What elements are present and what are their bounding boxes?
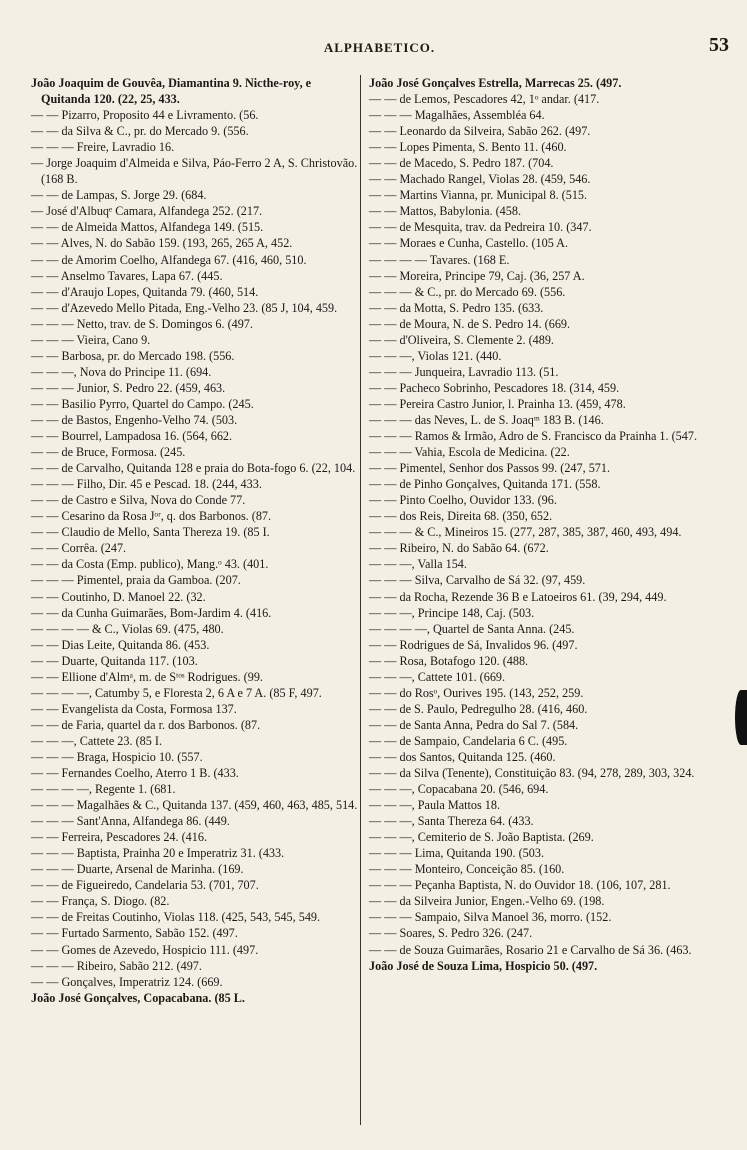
directory-entry: — — da Rocha, Rezende 36 B e Latoeiros 61. (39, 294, 449.: [369, 589, 667, 604]
directory-entry: — — dos Reis, Direita 68. (350, 652.: [369, 509, 553, 524]
directory-entry: — — Corrêa. (247.: [31, 541, 127, 556]
directory-entry: — — Martins Vianna, pr. Municipal 8. (515.: [369, 188, 588, 203]
directory-entry: — — de Almeida Mattos, Alfandega 149. (515.: [31, 220, 264, 235]
directory-entry: — — — Baptista, Prainha 20 e Imperatriz 31. (433.: [31, 846, 285, 861]
directory-entry: — — de Bruce, Formosa. (245.: [31, 445, 186, 460]
directory-entry: — — —, Principe 148, Caj. (503.: [369, 605, 535, 620]
right-column: [369, 75, 697, 974]
directory-entry: — — de Castro e Silva, Nova do Conde 77.: [31, 493, 246, 508]
directory-entry: — — — Lima, Quitanda 190. (503.: [369, 846, 544, 861]
directory-entry: — — d'Araujo Lopes, Quitanda 79. (460, 514.: [31, 284, 259, 299]
directory-entry: — — —, Valla 154.: [369, 557, 467, 572]
directory-entry: — — — Vieira, Cano 9.: [31, 332, 151, 347]
page-header: [30, 34, 729, 62]
directory-entry: — — Claudio de Mello, Santa Thereza 19. (85 I.: [31, 525, 270, 540]
directory-entry: — — d'Azevedo Mello Pitada, Eng.-Velho 23. (85 J, 104, 459.: [31, 300, 338, 315]
directory-entry: — — Alves, N. do Sabão 159. (193, 265, 265 A, 452.: [31, 236, 293, 251]
directory-entry: — — — Monteiro, Conceição 85. (160.: [369, 862, 565, 877]
directory-entry: — — de Pinho Gonçalves, Quitanda 171. (558.: [369, 477, 601, 492]
directory-entry: — — Moreira, Principe 79, Caj. (36, 257 A.: [369, 268, 585, 283]
directory-entry: — — — —, Regente 1. (681.: [31, 782, 176, 797]
directory-entry: — — Pizarro, Proposito 44 e Livramento. (56.: [31, 108, 259, 123]
directory-entry: — — dos Santos, Quitanda 125. (460.: [369, 749, 556, 764]
directory-entry: João Joaquim de Gouvêa, Diamantina 9. Nicthe-roy, e Quitanda 120. (22, 25, 433.: [31, 76, 312, 107]
directory-entry: — — de Figueiredo, Candelaria 53. (701, 707.: [31, 878, 259, 893]
directory-entry: — — Basilio Pyrro, Quartel do Campo. (245.: [31, 396, 254, 411]
directory-entry: — — da Costa (Emp. publico), Mang.ᵒ 43. (401.: [31, 557, 269, 572]
directory-entry: — — d'Oliveira, S. Clemente 2. (489.: [369, 332, 554, 347]
directory-entry: — — Anselmo Tavares, Lapa 67. (445.: [31, 268, 223, 283]
directory-entry: — — Ribeiro, N. do Sabão 64. (672.: [369, 541, 549, 556]
directory-entry: — — da Silva (Tenente), Constituição 83. (94, 278, 289, 303, 324.: [369, 766, 695, 781]
directory-entry: — — — Junior, S. Pedro 22. (459, 463.: [31, 380, 226, 395]
left-column: [31, 75, 359, 1006]
directory-entry: — — —, Santa Thereza 64. (433.: [369, 814, 534, 829]
directory-entry: — — — Pimentel, praia da Gamboa. (207.: [31, 573, 241, 588]
directory-entry: — — — Vahia, Escola de Medicina. (22.: [369, 445, 570, 460]
directory-entry: — — de Faria, quartel da r. dos Barbonos. (87.: [31, 717, 261, 732]
directory-entry: — — Rodrigues de Sá, Invalidos 96. (497.: [369, 637, 578, 652]
directory-entry: — — — —, Quartel de Santa Anna. (245.: [369, 621, 575, 636]
directory-entry: — Jorge Joaquim d'Almeida e Silva, Páo-Ferro 2 A, S. Christovão. (168 B.: [31, 156, 358, 187]
directory-entry: — — — Duarte, Arsenal de Marinha. (169.: [31, 862, 244, 877]
directory-entry: João José de Souza Lima, Hospicio 50. (497.: [369, 958, 598, 973]
directory-entry: — — da Silveira Junior, Engen.-Velho 69. (198.: [369, 894, 605, 909]
running-title: ALPHABETICO.: [323, 40, 436, 55]
directory-entry: — — — Junqueira, Lavradio 113. (51.: [369, 364, 559, 379]
directory-entry: — — Leonardo da Silveira, Sabão 262. (497.: [369, 124, 591, 139]
directory-entry: — — de Souza Guimarães, Rosario 21 e Carvalho de Sá 36. (463.: [369, 942, 692, 957]
directory-entry: — — de Santa Anna, Pedra do Sal 7. (584.: [369, 717, 579, 732]
directory-entry: — — Evangelista da Costa, Formosa 137.: [31, 701, 237, 716]
directory-entry: — — Fernandes Coelho, Aterro 1 B. (433.: [31, 766, 239, 781]
directory-entry: — — Cesarino da Rosa Jᵒʳ, q. dos Barbonos. (87.: [31, 509, 272, 524]
directory-entry: — — — das Neves, L. de S. Joaqᵐ 183 B. (146.: [369, 412, 604, 427]
directory-entry: — — — Filho, Dir. 45 e Pescad. 18. (244, 433.: [31, 477, 262, 492]
directory-entry: — — da Motta, S. Pedro 135. (633.: [369, 300, 544, 315]
directory-entry: — — Machado Rangel, Violas 28. (459, 546.: [369, 172, 591, 187]
directory-entry: — — — Ribeiro, Sabão 212. (497.: [31, 958, 202, 973]
directory-entry: — — —, Cemiterio de S. João Baptista. (269.: [369, 830, 594, 845]
directory-entry: — — — — Tavares. (168 E.: [369, 252, 510, 267]
directory-entry: — — Pimentel, Senhor dos Passos 99. (247, 571.: [369, 461, 611, 476]
directory-entry: — — Coutinho, D. Manoel 22. (32.: [31, 589, 206, 604]
directory-entry: — — — — & C., Violas 69. (475, 480.: [31, 621, 224, 636]
directory-entry: — — do Rosᵒ, Ourives 195. (143, 252, 259.: [369, 685, 584, 700]
directory-entry: — — — —, Catumby 5, e Floresta 2, 6 A e 7 A. (85 F, 497.: [31, 685, 322, 700]
directory-entry: — — —, Nova do Principe 11. (694.: [31, 364, 212, 379]
directory-entry: — — —, Cattete 101. (669.: [369, 669, 506, 684]
directory-entry: — — — Ramos & Irmão, Adro de S. Francisco da Prainha 1. (547.: [369, 429, 697, 444]
column-divider: [360, 75, 361, 1125]
directory-entry: — — Furtado Sarmento, Sabão 152. (497.: [31, 926, 238, 941]
directory-entry: — — — Magalhães, Assembléa 64.: [369, 108, 545, 123]
directory-entry: — — — & C., pr. do Mercado 69. (556.: [369, 284, 566, 299]
directory-entry: — — Ferreira, Pescadores 24. (416.: [31, 830, 207, 845]
directory-entry: — — Gonçalves, Imperatriz 124. (669.: [31, 974, 223, 989]
directory-entry: — — Moraes e Cunha, Castello. (105 A.: [369, 236, 569, 251]
directory-entry: — — de Macedo, S. Pedro 187. (704.: [369, 156, 554, 171]
directory-entry: João José Gonçalves Estrella, Marrecas 25. (497.: [369, 76, 622, 90]
directory-entry: — — Pacheco Sobrinho, Pescadores 18. (314, 459.: [369, 380, 620, 395]
directory-entry: — — —, Copacabana 20. (546, 694.: [369, 782, 549, 797]
directory-entry: — — Ellione d'Almᵃ, m. de Sᵗᵒˢ Rodrigues. (99.: [31, 669, 263, 684]
ink-stain: [735, 690, 747, 745]
directory-entry: João José Gonçalves, Copacabana. (85 L.: [31, 990, 245, 1005]
directory-entry: — — da Cunha Guimarães, Bom-Jardim 4. (416.: [31, 605, 272, 620]
directory-entry: — — Bourrel, Lampadosa 16. (564, 662.: [31, 429, 233, 444]
directory-entry: — — — Netto, trav. de S. Domingos 6. (497.: [31, 316, 253, 331]
directory-entry: — — de Mesquita, trav. da Pedreira 10. (347.: [369, 220, 592, 235]
directory-entry: — — de Amorim Coelho, Alfandega 67. (416, 460, 510.: [31, 252, 307, 267]
directory-entry: — — — Magalhães & C., Quitanda 137. (459, 460, 463, 485, 514.: [31, 798, 358, 813]
directory-entry: — — de Moura, N. de S. Pedro 14. (669.: [369, 316, 571, 331]
directory-entry: — — Pinto Coelho, Ouvidor 133. (96.: [369, 493, 557, 508]
directory-entry: — — — Silva, Carvalho de Sá 32. (97, 459.: [369, 573, 586, 588]
directory-entry: — — Dias Leite, Quitanda 86. (453.: [31, 637, 210, 652]
directory-entry: — — de Lampas, S. Jorge 29. (684.: [31, 188, 207, 203]
directory-entry: — — Gomes de Azevedo, Hospicio 111. (497.: [31, 942, 259, 957]
directory-entry: — — França, S. Diogo. (82.: [31, 894, 170, 909]
directory-entry: — — de Carvalho, Quitanda 128 e praia do Bota-fogo 6. (22, 104.: [31, 461, 356, 476]
directory-entry: — — Soares, S. Pedro 326. (247.: [369, 926, 533, 941]
directory-entry: — José d'Albuqᵉ Camara, Alfandega 252. (217.: [31, 204, 263, 219]
directory-entry: — — — Peçanha Baptista, N. do Ouvidor 18. (106, 107, 281.: [369, 878, 671, 893]
directory-entry: — — — Freire, Lavradio 16.: [31, 140, 175, 155]
directory-entry: — — Duarte, Quitanda 117. (103.: [31, 653, 198, 668]
directory-entry: — — de S. Paulo, Pedregulho 28. (416, 460.: [369, 701, 588, 716]
directory-entry: — — —, Cattete 23. (85 I.: [31, 733, 162, 748]
directory-entry: — — — Sampaio, Silva Manoel 36, morro. (152.: [369, 910, 612, 925]
directory-entry: — — — Braga, Hospicio 10. (557.: [31, 749, 203, 764]
directory-entry: — — — & C., Mineiros 15. (277, 287, 385, 387, 460, 493, 494.: [369, 525, 682, 540]
directory-entry: — — Rosa, Botafogo 120. (488.: [369, 653, 529, 668]
directory-entry: — — Pereira Castro Junior, l. Prainha 13. (459, 478.: [369, 396, 626, 411]
directory-entry: — — de Lemos, Pescadores 42, 1ᵒ andar. (417.: [369, 92, 600, 107]
directory-entry: — — — Sant'Anna, Alfandega 86. (449.: [31, 814, 230, 829]
directory-entry: — — de Bastos, Engenho-Velho 74. (503.: [31, 412, 238, 427]
directory-entry: — — Barbosa, pr. do Mercado 198. (556.: [31, 348, 235, 363]
directory-entry: — — da Silva & C., pr. do Mercado 9. (556.: [31, 124, 249, 139]
page-number: 53: [709, 34, 729, 56]
directory-entry: — — de Sampaio, Candelaria 6 C. (495.: [369, 733, 568, 748]
directory-entry: — — Lopes Pimenta, S. Bento 11. (460.: [369, 140, 567, 155]
directory-entry: — — —, Violas 121. (440.: [369, 348, 502, 363]
directory-entry: — — de Freitas Coutinho, Violas 118. (425, 543, 545, 549.: [31, 910, 321, 925]
directory-entry: — — Mattos, Babylonia. (458.: [369, 204, 521, 219]
directory-entry: — — —, Paula Mattos 18.: [369, 798, 501, 813]
